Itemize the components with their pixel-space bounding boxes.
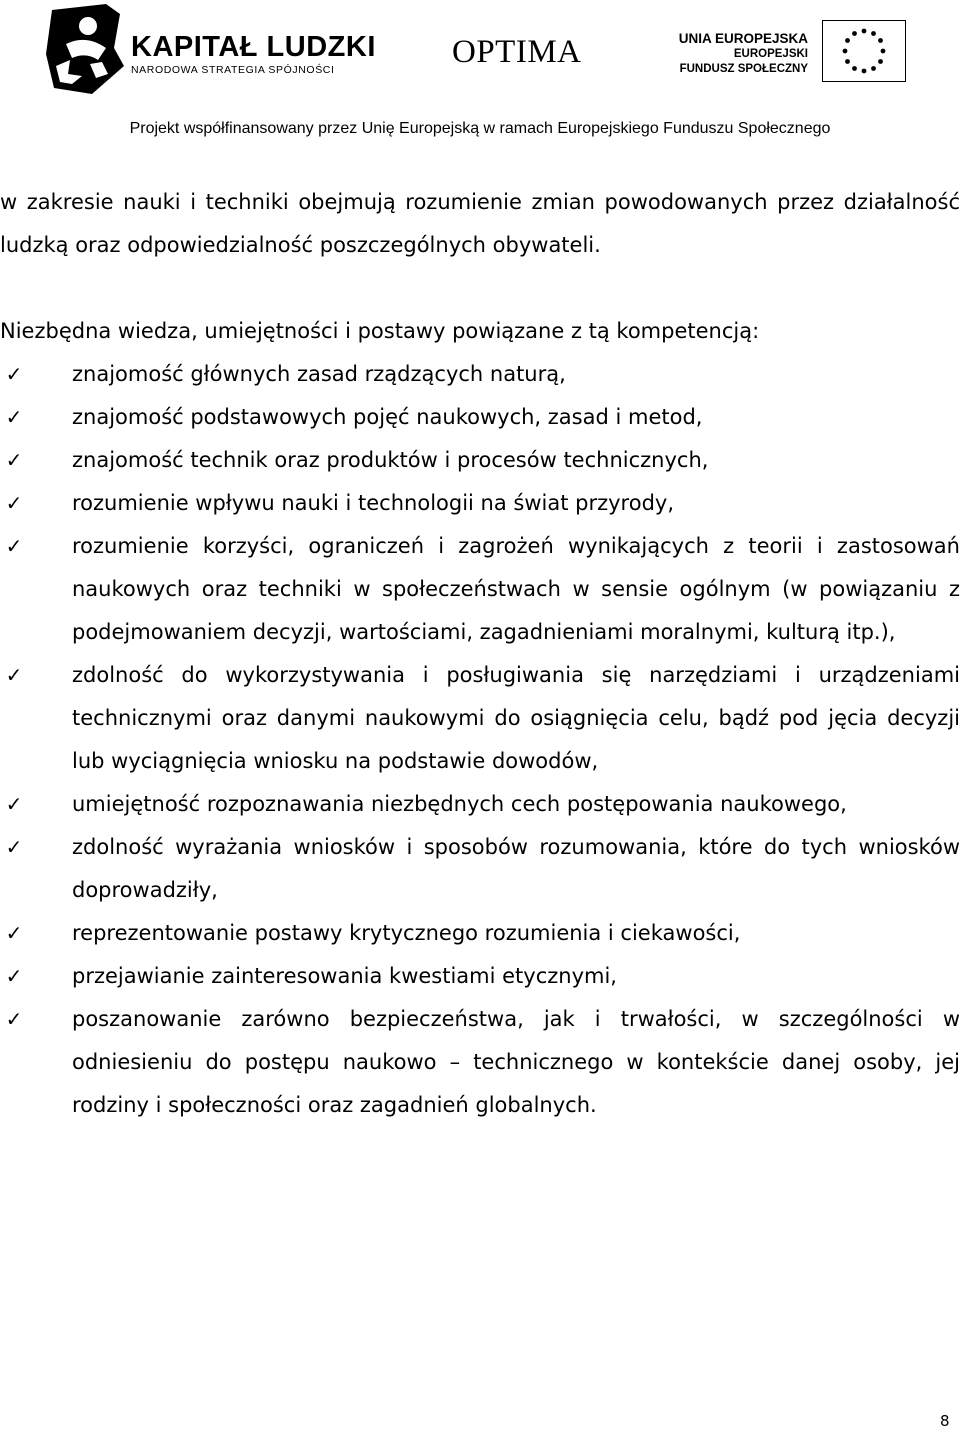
checkmark-icon: ✓ bbox=[5, 663, 23, 687]
kapital-ludzki-title: KAPITAŁ LUDZKI bbox=[131, 31, 376, 63]
eu-line-2: EUROPEJSKI bbox=[733, 48, 808, 60]
list-item-text: rozumienie korzyści, ograniczeń i zagrożeń wynikających z teorii i zastosowań naukowych oraz techniki w społeczeństwach w sensie ogólnym (w powiązaniu z podejmowaniem decyzji, wartościami, zagadnieniami moralnymi, kulturą itp.), bbox=[72, 534, 960, 644]
optima-logo: OPTIMA bbox=[452, 34, 582, 70]
list-item-text: umiejętność rozpoznawania niezbędnych cech postępowania naukowego, bbox=[72, 792, 847, 816]
checkmark-icon: ✓ bbox=[5, 362, 23, 386]
eu-flag-icon bbox=[822, 20, 906, 82]
page-number: 8 bbox=[940, 1412, 950, 1430]
list-item bbox=[0, 482, 960, 525]
intro-paragraph: w zakresie nauki i techniki obejmują rozumienie zmian powodowanych przez działalność ludzką oraz odpowiedzialność poszczególnych obywateli. bbox=[0, 190, 960, 257]
eu-line-3: FUNDUSZ SPOŁECZNY bbox=[679, 63, 808, 75]
kapital-ludzki-subtitle: NARODOWA STRATEGIA SPÓJNOŚCI bbox=[131, 64, 335, 76]
competence-list bbox=[0, 353, 960, 1127]
competence-lead: Niezbędna wiedza, umiejętności i postawy powiązane z tą kompetencją: bbox=[0, 319, 760, 343]
list-item bbox=[0, 912, 960, 955]
kapital-ludzki-wordmark bbox=[131, 32, 376, 76]
list-item bbox=[0, 955, 960, 998]
list-item bbox=[0, 826, 960, 912]
eu-line-1: UNIA EUROPEJSKA bbox=[678, 31, 808, 46]
list-item-text: znajomość podstawowych pojęć naukowych, zasad i metod, bbox=[72, 405, 703, 429]
checkmark-icon: ✓ bbox=[5, 405, 23, 429]
list-item-text: reprezentowanie postawy krytycznego rozumienia i ciekawości, bbox=[72, 921, 741, 945]
list-item bbox=[0, 998, 960, 1127]
list-item bbox=[0, 396, 960, 439]
kapital-ludzki-logo-icon bbox=[46, 4, 126, 96]
project-funding-line: Projekt współfinansowany przez Unię Europejską w ramach Europejskiego Funduszu Społecznego bbox=[129, 120, 831, 137]
list-item-text: przejawianie zainteresowania kwestiami etycznymi, bbox=[72, 964, 617, 988]
list-item bbox=[0, 353, 960, 396]
list-item-text: zdolność do wykorzystywania i posługiwania się narzędziami i urządzeniami technicznymi oraz danymi naukowymi do osiągnięcia celu, bądź pod jęcia decyzji lub wyciągnięcia wniosku na podstawie dowodów, bbox=[72, 663, 960, 773]
list-item-text: zdolność wyrażania wniosków i sposobów rozumowania, które do tych wniosków doprowadziły, bbox=[72, 835, 960, 902]
checkmark-icon: ✓ bbox=[5, 1007, 23, 1031]
checkmark-icon: ✓ bbox=[5, 835, 23, 859]
checkmark-icon: ✓ bbox=[5, 448, 23, 472]
list-item-text: rozumienie wpływu nauki i technologii na świat przyrody, bbox=[72, 491, 675, 515]
eu-wordmark bbox=[678, 30, 808, 77]
checkmark-icon: ✓ bbox=[5, 792, 23, 816]
checkmark-icon: ✓ bbox=[5, 534, 23, 558]
list-item bbox=[0, 525, 960, 654]
checkmark-icon: ✓ bbox=[5, 964, 23, 988]
list-item-text: poszanowanie zarówno bezpieczeństwa, jak i trwałości, w szczególności w odniesieniu do postępu naukowo – technicznego w kontekście danej osoby, jej rodziny i społeczności oraz zagadnień globalnych. bbox=[72, 1007, 960, 1117]
checkmark-icon: ✓ bbox=[5, 921, 23, 945]
list-item bbox=[0, 654, 960, 783]
list-item-text: znajomość technik oraz produktów i procesów technicznych, bbox=[72, 448, 709, 472]
list-item-text: znajomość głównych zasad rządzących naturą, bbox=[72, 362, 566, 386]
page-header bbox=[0, 0, 960, 145]
list-item bbox=[0, 439, 960, 482]
list-item bbox=[0, 783, 960, 826]
document-body bbox=[0, 181, 960, 1127]
checkmark-icon: ✓ bbox=[5, 491, 23, 515]
